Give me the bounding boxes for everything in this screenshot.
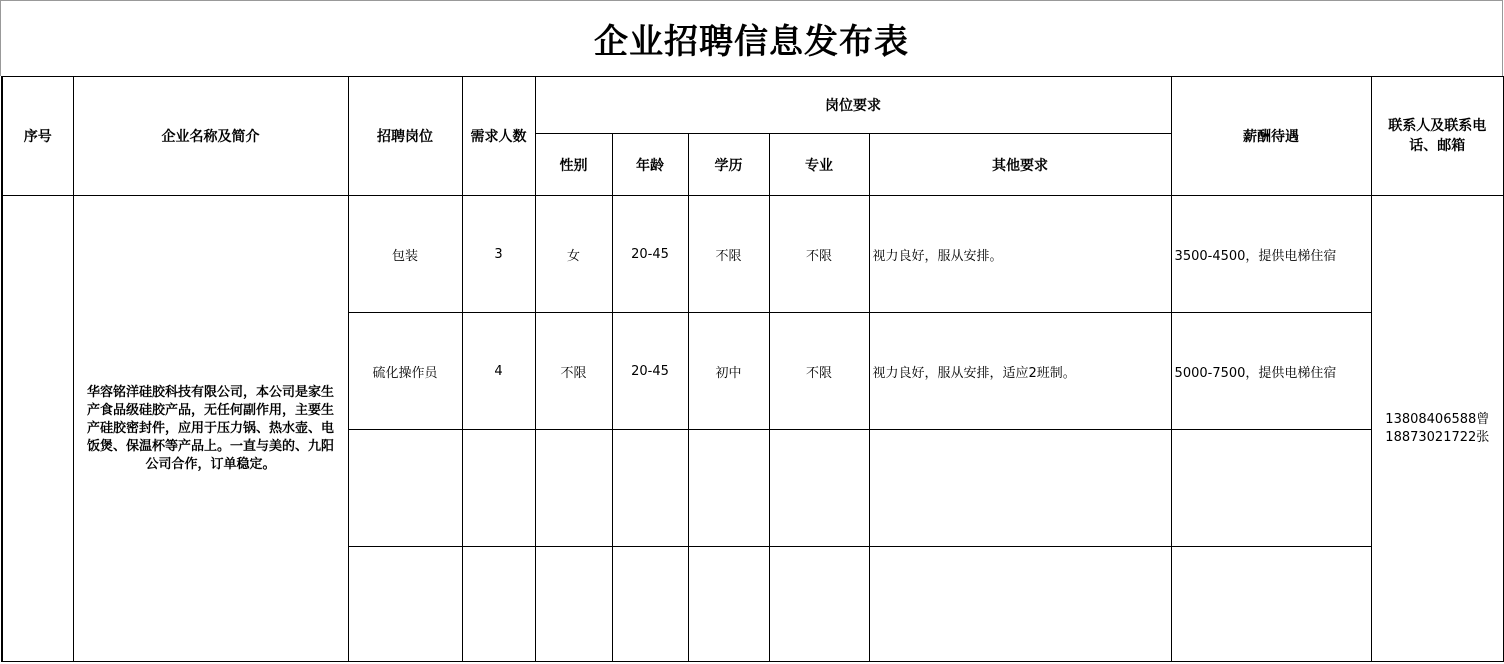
job-gender: 不限 <box>535 313 612 430</box>
company-description: 华容铭洋硅胶科技有限公司，本公司是家生产食品级硅胶产品，无任何副作用，主要生产硅胶密封件，应用于压力锅、热水壶、电饭煲、保温杯等产品上。一直与美的、九阳公司合作，订单稳定。 <box>73 196 348 662</box>
header-contact: 联系人及联系电话、邮箱 <box>1371 77 1504 196</box>
header-age: 年龄 <box>612 134 688 196</box>
job-education: 初中 <box>688 313 769 430</box>
contact-line: 18873021722张 <box>1385 429 1490 445</box>
header-salary: 薪酬待遇 <box>1171 77 1371 196</box>
job-position: 硫化操作员 <box>348 313 462 430</box>
page-title: 企业招聘信息发布表 <box>594 22 909 62</box>
job-count: 4 <box>462 313 535 430</box>
job-other: 视力良好，服从安排，适应2班制。 <box>869 313 1171 430</box>
job-gender <box>535 547 612 662</box>
header-count: 需求人数 <box>462 77 535 196</box>
job-major <box>769 547 869 662</box>
header-position: 招聘岗位 <box>348 77 462 196</box>
job-major: 不限 <box>769 313 869 430</box>
header-other: 其他要求 <box>869 134 1171 196</box>
header-education: 学历 <box>688 134 769 196</box>
contact-cell <box>1371 196 1504 662</box>
job-gender <box>535 430 612 547</box>
job-other <box>869 430 1171 547</box>
contact-line: 13808406588曾 <box>1385 411 1490 427</box>
job-salary <box>1171 547 1371 662</box>
header-company: 企业名称及简介 <box>73 77 348 196</box>
recruitment-table <box>1 76 1504 662</box>
job-major: 不限 <box>769 196 869 313</box>
seq-cell <box>2 196 73 662</box>
header-seq: 序号 <box>2 77 73 196</box>
job-other: 视力良好，服从安排。 <box>869 196 1171 313</box>
header-gender: 性别 <box>535 134 612 196</box>
job-age <box>612 430 688 547</box>
job-salary: 3500-4500，提供电梯住宿 <box>1171 196 1371 313</box>
job-education <box>688 547 769 662</box>
job-other <box>869 547 1171 662</box>
job-education <box>688 430 769 547</box>
header-major: 专业 <box>769 134 869 196</box>
job-position: 包装 <box>348 196 462 313</box>
job-salary <box>1171 430 1371 547</box>
job-age: 20-45 <box>612 196 688 313</box>
table-row <box>2 196 1504 313</box>
job-count: 3 <box>462 196 535 313</box>
job-count <box>462 430 535 547</box>
job-age <box>612 547 688 662</box>
title-bar <box>0 0 1503 76</box>
job-salary: 5000-7500，提供电梯住宿 <box>1171 313 1371 430</box>
job-major <box>769 430 869 547</box>
job-position <box>348 430 462 547</box>
header-requirements: 岗位要求 <box>535 77 1171 134</box>
job-gender: 女 <box>535 196 612 313</box>
job-position <box>348 547 462 662</box>
job-age: 20-45 <box>612 313 688 430</box>
job-count <box>462 547 535 662</box>
job-education: 不限 <box>688 196 769 313</box>
